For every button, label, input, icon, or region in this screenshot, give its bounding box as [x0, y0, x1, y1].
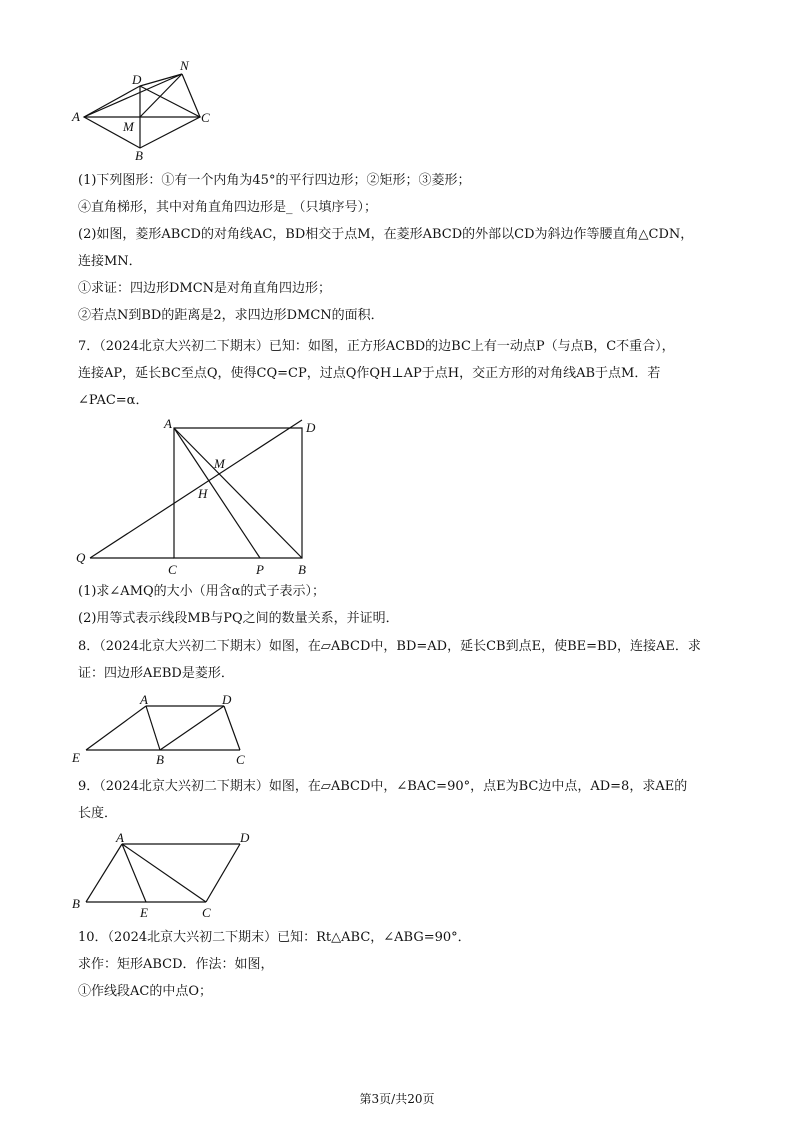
text-line-1: (1)下列图形：①有一个内角为45°的平行四边形；②矩形；③菱形；: [78, 173, 471, 188]
figure-rhombus-abcd: [60, 58, 230, 168]
label-b: B: [298, 562, 306, 577]
label-e: E: [140, 905, 148, 920]
label-b: B: [72, 896, 80, 911]
label-c: C: [236, 752, 245, 767]
label-d: D: [132, 72, 142, 87]
diagonal-ab: [174, 428, 302, 558]
text-line-2: ④直角梯形，其中对角直角四边形是_（只填序号）；: [78, 200, 378, 215]
segment-dc: [224, 706, 240, 750]
label-a: A: [164, 416, 172, 431]
text-line-5: ①求证：四边形DMCN是对角直角四边形；: [78, 281, 332, 296]
text-line-14: 9．（2024北京大兴初二下期末）如图，在▱ABCD中，∠BAC=90°，点E为BC边中点，AD=8，求AE的: [78, 779, 688, 794]
label-a: A: [140, 692, 148, 707]
segment-bd: [160, 706, 224, 750]
figure-parallelogram-aebd: [68, 690, 268, 770]
segment-ab: [86, 844, 122, 902]
label-d: D: [240, 830, 250, 845]
label-n: N: [180, 58, 189, 73]
segment-nc: [182, 74, 200, 117]
text-line-7: 7．（2024北京大兴初二下期末）已知：如图，正方形ACBD的边BC上有一动点P（与点B，C不重合），: [78, 339, 675, 354]
label-q: Q: [76, 550, 86, 565]
label-m: M: [123, 119, 134, 134]
page-footer: 第3页/共20页: [359, 1092, 435, 1106]
label-c: C: [202, 905, 211, 920]
text-line-16: 10．（2024北京大兴初二下期末）已知：Rt△ABC，∠ABG=90°．: [78, 930, 471, 945]
figure-square-acbd: [70, 412, 330, 582]
segment-ap: [174, 428, 260, 558]
label-b: B: [156, 752, 164, 767]
label-a: A: [116, 830, 124, 845]
text-line-15: 长度．: [78, 806, 118, 821]
text-line-8: 连接AP，延长BC至点Q，使得CQ=CP，过点Q作QH⊥AP于点H，交正方形的对角线AB于点M．若: [78, 366, 661, 381]
segment-dc: [206, 844, 240, 902]
label-c: C: [201, 110, 210, 125]
text-line-12: 8．（2024北京大兴初二下期末）如图，在▱ABCD中，BD=AD，延长CB到点E，使BE=BD，连接AE．求: [78, 639, 701, 654]
text-line-3: (2)如图，菱形ABCD的对角线AC，BD相交于点M，在菱形ABCD的外部以CD为斜边作等腰直角△CDN，: [78, 227, 694, 242]
label-d: D: [222, 692, 232, 707]
text-line-10: (1)求∠AMQ的大小（用含α的式子表示）；: [78, 584, 325, 599]
text-line-17: 求作：矩形ABCD．作法：如图，: [78, 957, 274, 972]
text-line-6: ②若点N到BD的距离是2，求四边形DMCN的面积．: [78, 308, 384, 323]
label-h: H: [198, 486, 208, 501]
segment-qd: [90, 420, 302, 558]
segment-ae: [86, 706, 146, 750]
segment-ab: [146, 706, 160, 750]
label-b: B: [135, 148, 143, 163]
label-e: E: [72, 750, 80, 765]
text-line-18: ①作线段AC的中点O；: [78, 984, 212, 999]
text-line-11: (2)用等式表示线段MB与PQ之间的数量关系，并证明．: [78, 611, 399, 626]
label-a: A: [72, 109, 80, 124]
label-c: C: [168, 562, 177, 577]
text-line-4: 连接MN．: [78, 254, 142, 269]
label-d: D: [306, 420, 316, 435]
figure-parallelogram-abcd: [68, 826, 268, 921]
label-m: M: [214, 456, 225, 471]
text-line-9: ∠PAC=α．: [78, 393, 149, 408]
text-line-13: 证：四边形AEBD是菱形．: [78, 666, 234, 681]
label-p: P: [256, 562, 264, 577]
